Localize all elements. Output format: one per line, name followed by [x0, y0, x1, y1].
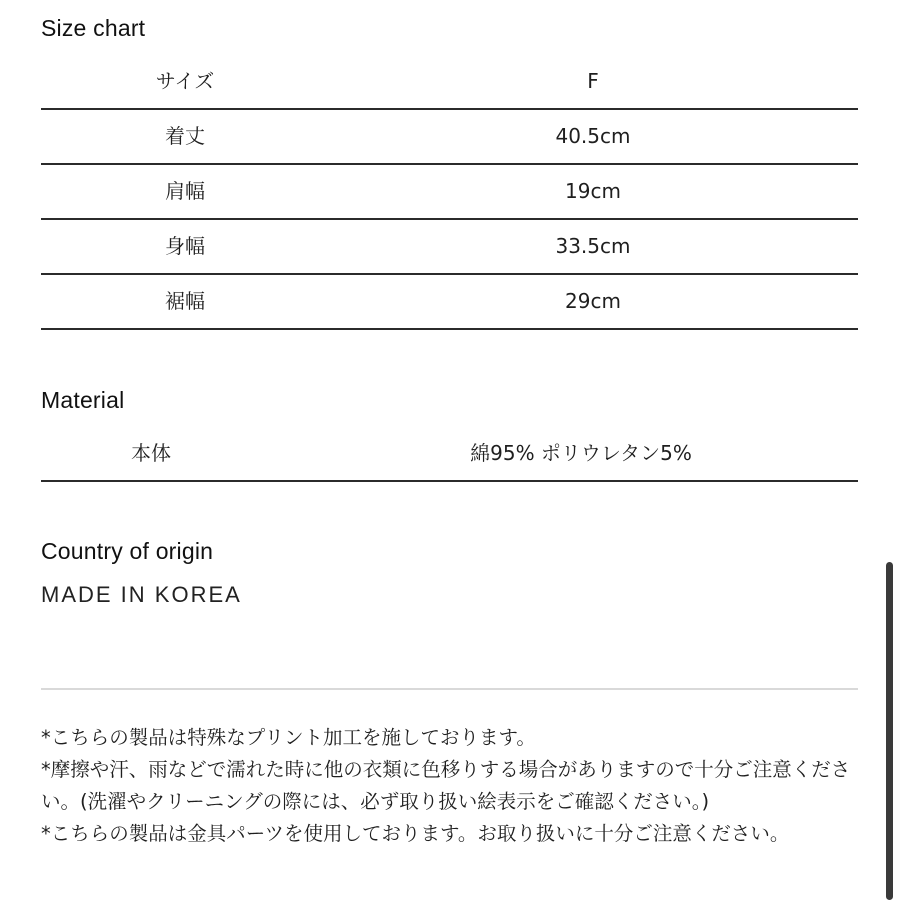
origin-title: Country of origin — [41, 538, 214, 564]
size-header-value: F — [587, 69, 599, 93]
material-table — [41, 427, 858, 482]
measure-label: 身幅 — [165, 234, 205, 258]
origin-value: MADE IN KOREA — [41, 582, 242, 607]
care-notes — [41, 722, 853, 850]
divider — [41, 688, 858, 690]
measure-label: 裾幅 — [165, 289, 205, 313]
table-row — [41, 220, 858, 275]
note-item: *こちらの製品は特殊なプリント加工を施しております。 — [41, 726, 536, 749]
material-title: Material — [41, 387, 125, 413]
scrollbar[interactable] — [886, 562, 893, 900]
measure-label: 着丈 — [165, 124, 205, 148]
table-row — [41, 275, 858, 330]
note-item: *こちらの製品は金具パーツを使用しております。お取り扱いに十分ご注意ください。 — [41, 822, 790, 845]
table-row — [41, 165, 858, 220]
material-label: 本体 — [131, 441, 171, 465]
table-row — [41, 427, 858, 482]
measure-label: 肩幅 — [165, 179, 205, 203]
note-item: *摩擦や汗、雨などで濡れた時に他の衣類に色移りする場合がありますので十分ご注意ください。(洗濯やクリーニングの際には、必ず取り扱い絵表示をご確認ください。) — [41, 758, 851, 813]
measure-value: 19cm — [565, 179, 621, 203]
measure-value: 29cm — [565, 289, 621, 313]
table-row — [41, 110, 858, 165]
size-header-label: サイズ — [155, 69, 215, 93]
material-value: 綿95% ポリウレタン5% — [470, 441, 692, 465]
size-chart-header-row — [41, 55, 858, 110]
measure-value: 33.5cm — [555, 234, 631, 258]
measure-value: 40.5cm — [555, 124, 631, 148]
size-chart-table — [41, 55, 858, 330]
size-chart-title: Size chart — [41, 15, 146, 41]
